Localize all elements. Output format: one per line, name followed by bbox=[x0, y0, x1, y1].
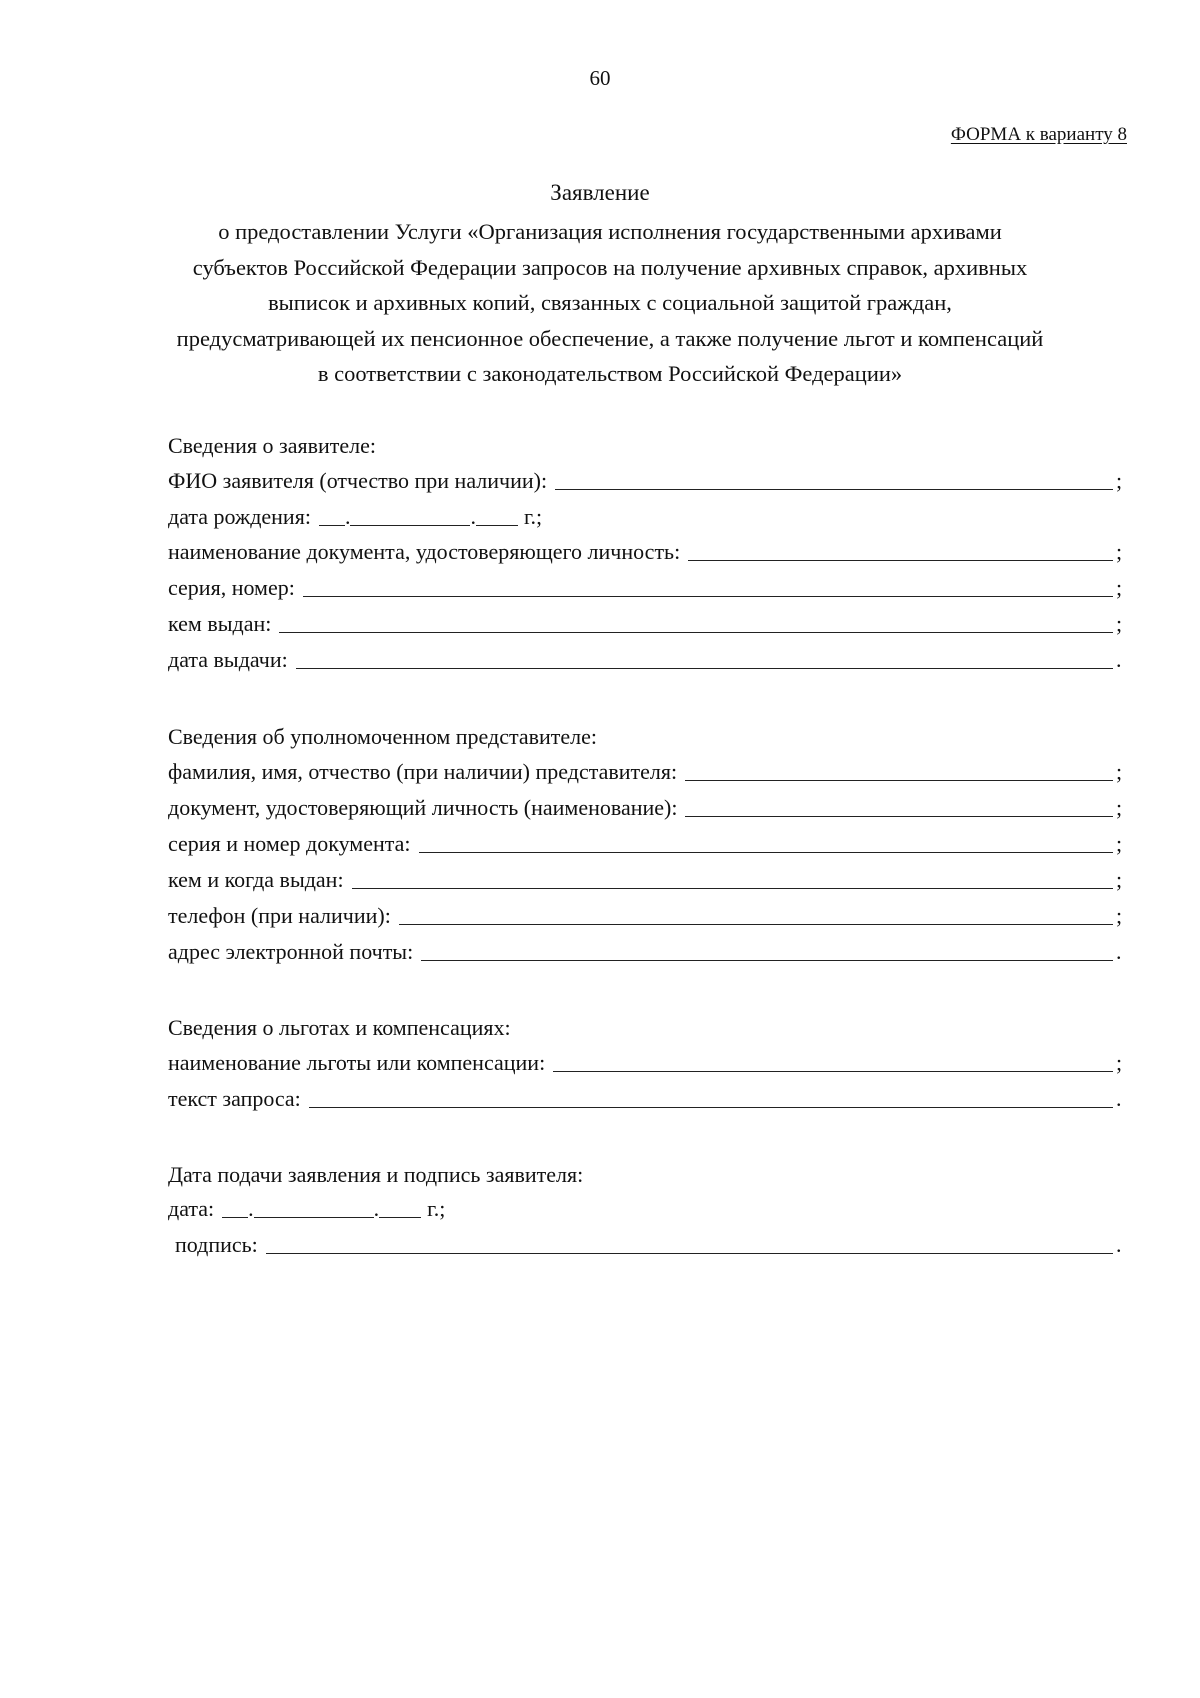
year-suffix: г.; bbox=[427, 1196, 446, 1221]
representative-series-number-label: серия и номер документа: bbox=[168, 831, 411, 856]
date-separator: . bbox=[248, 1196, 254, 1221]
row-terminator: ; bbox=[1116, 468, 1123, 493]
representative-issued-field[interactable] bbox=[352, 866, 1113, 889]
applicant-issue-date-label: дата выдачи: bbox=[168, 647, 288, 672]
request-text-label: текст запроса: bbox=[168, 1086, 301, 1111]
document-subtitle bbox=[160, 214, 1060, 392]
applicant-series-number-label: серия, номер: bbox=[168, 575, 295, 600]
submission-year-field[interactable] bbox=[379, 1195, 421, 1218]
representative-email-label: адрес электронной почты: bbox=[168, 939, 414, 964]
representative-full-name-label: фамилия, имя, отчество (при наличии) представителя: bbox=[168, 759, 678, 784]
applicant-issue-date-row bbox=[168, 643, 1126, 673]
request-text-field[interactable] bbox=[309, 1085, 1113, 1108]
subtitle-line: в соответствии с законодательством Российской Федерации» bbox=[317, 361, 903, 386]
applicant-id-document-label: наименование документа, удостоверяющего личность: bbox=[168, 539, 681, 564]
date-separator: . bbox=[344, 504, 351, 529]
submission-date-label: дата: bbox=[168, 1196, 215, 1221]
representative-issued-label: кем и когда выдан: bbox=[168, 867, 344, 892]
representative-full-name-field[interactable] bbox=[685, 758, 1113, 781]
row-terminator: . bbox=[1116, 1086, 1122, 1111]
form-reference: ФОРМА к варианту 8 bbox=[950, 124, 1127, 145]
birth-day-field[interactable] bbox=[319, 503, 345, 526]
row-terminator: ; bbox=[1116, 903, 1123, 928]
row-terminator: ; bbox=[1116, 867, 1123, 892]
subtitle-line: о предоставлении Услуги «Организация исполнения государственными архивами bbox=[218, 219, 1002, 244]
row-terminator: ; bbox=[1116, 759, 1123, 784]
representative-id-document-field[interactable] bbox=[685, 794, 1113, 817]
document-title: Заявление bbox=[550, 180, 650, 205]
applicant-id-document-field[interactable] bbox=[688, 538, 1113, 561]
subtitle-line: субъектов Российской Федерации запросов на получение архивных справок, архивных bbox=[192, 254, 1028, 280]
applicant-full-name-label: ФИО заявителя (отчество при наличии): bbox=[168, 468, 548, 493]
row-terminator: ; bbox=[1116, 611, 1123, 636]
submission-section-heading: Дата подачи заявления и подпись заявителя: bbox=[168, 1162, 584, 1187]
submission-date-row bbox=[168, 1192, 445, 1222]
year-suffix: г.; bbox=[523, 504, 543, 529]
row-terminator: ; bbox=[1116, 831, 1123, 856]
applicant-series-number-row bbox=[168, 571, 1126, 601]
row-terminator: ; bbox=[1116, 795, 1123, 820]
row-terminator: . bbox=[1116, 647, 1122, 672]
subtitle-line: предусматривающей их пенсионное обеспечение, а также получение льгот и компенсаций bbox=[176, 325, 1044, 351]
row-terminator: ; bbox=[1116, 539, 1123, 564]
date-separator: . bbox=[470, 504, 476, 529]
signature-field[interactable] bbox=[266, 1231, 1113, 1254]
signature-row bbox=[175, 1228, 1126, 1258]
request-text-row bbox=[168, 1082, 1126, 1112]
submission-month-field[interactable] bbox=[254, 1195, 374, 1218]
benefit-name-label: наименование льготы или компенсации: bbox=[168, 1050, 546, 1075]
birth-month-field[interactable] bbox=[350, 503, 470, 526]
row-terminator: . bbox=[1116, 939, 1122, 964]
representative-phone-field[interactable] bbox=[399, 902, 1113, 925]
applicant-issue-date-field[interactable] bbox=[296, 646, 1113, 669]
subtitle-line: выписок и архивных копий, связанных с социальной защитой граждан, bbox=[268, 290, 952, 315]
representative-email-field[interactable] bbox=[421, 938, 1113, 961]
applicant-id-document-row bbox=[168, 535, 1126, 565]
benefit-name-row bbox=[168, 1046, 1126, 1076]
applicant-birth-date-label: дата рождения: bbox=[168, 504, 311, 529]
applicant-birth-date-row bbox=[168, 500, 542, 530]
applicant-issued-by-row bbox=[168, 607, 1126, 637]
representative-section-heading: Сведения об уполномоченном представителе: bbox=[168, 724, 598, 749]
birth-year-field[interactable] bbox=[476, 503, 518, 526]
benefit-name-field[interactable] bbox=[553, 1049, 1113, 1072]
page-number: 60 bbox=[589, 66, 611, 90]
applicant-issued-by-label: кем выдан: bbox=[168, 611, 272, 636]
representative-series-number-field[interactable] bbox=[419, 830, 1113, 853]
representative-series-number-row bbox=[168, 827, 1126, 857]
representative-full-name-row bbox=[168, 755, 1126, 785]
representative-phone-label: телефон (при наличии): bbox=[168, 903, 391, 928]
submission-day-field[interactable] bbox=[222, 1195, 248, 1218]
representative-id-document-label: документ, удостоверяющий личность (наименование): bbox=[168, 795, 678, 820]
date-separator: . bbox=[373, 1196, 380, 1221]
applicant-section-heading: Сведения о заявителе: bbox=[168, 433, 377, 458]
representative-email-row bbox=[168, 935, 1126, 965]
applicant-full-name-field[interactable] bbox=[555, 467, 1113, 490]
row-terminator: ; bbox=[1116, 575, 1123, 600]
representative-issued-row bbox=[168, 863, 1126, 893]
row-terminator: ; bbox=[1116, 1050, 1123, 1075]
benefits-section-heading: Сведения о льготах и компенсациях: bbox=[168, 1015, 511, 1040]
applicant-full-name-row bbox=[168, 464, 1126, 494]
representative-phone-row bbox=[168, 899, 1126, 929]
signature-label: подпись: bbox=[175, 1232, 258, 1257]
representative-id-document-row bbox=[168, 791, 1126, 821]
applicant-issued-by-field[interactable] bbox=[279, 610, 1113, 633]
applicant-series-number-field[interactable] bbox=[303, 574, 1113, 597]
row-terminator: . bbox=[1116, 1232, 1122, 1257]
